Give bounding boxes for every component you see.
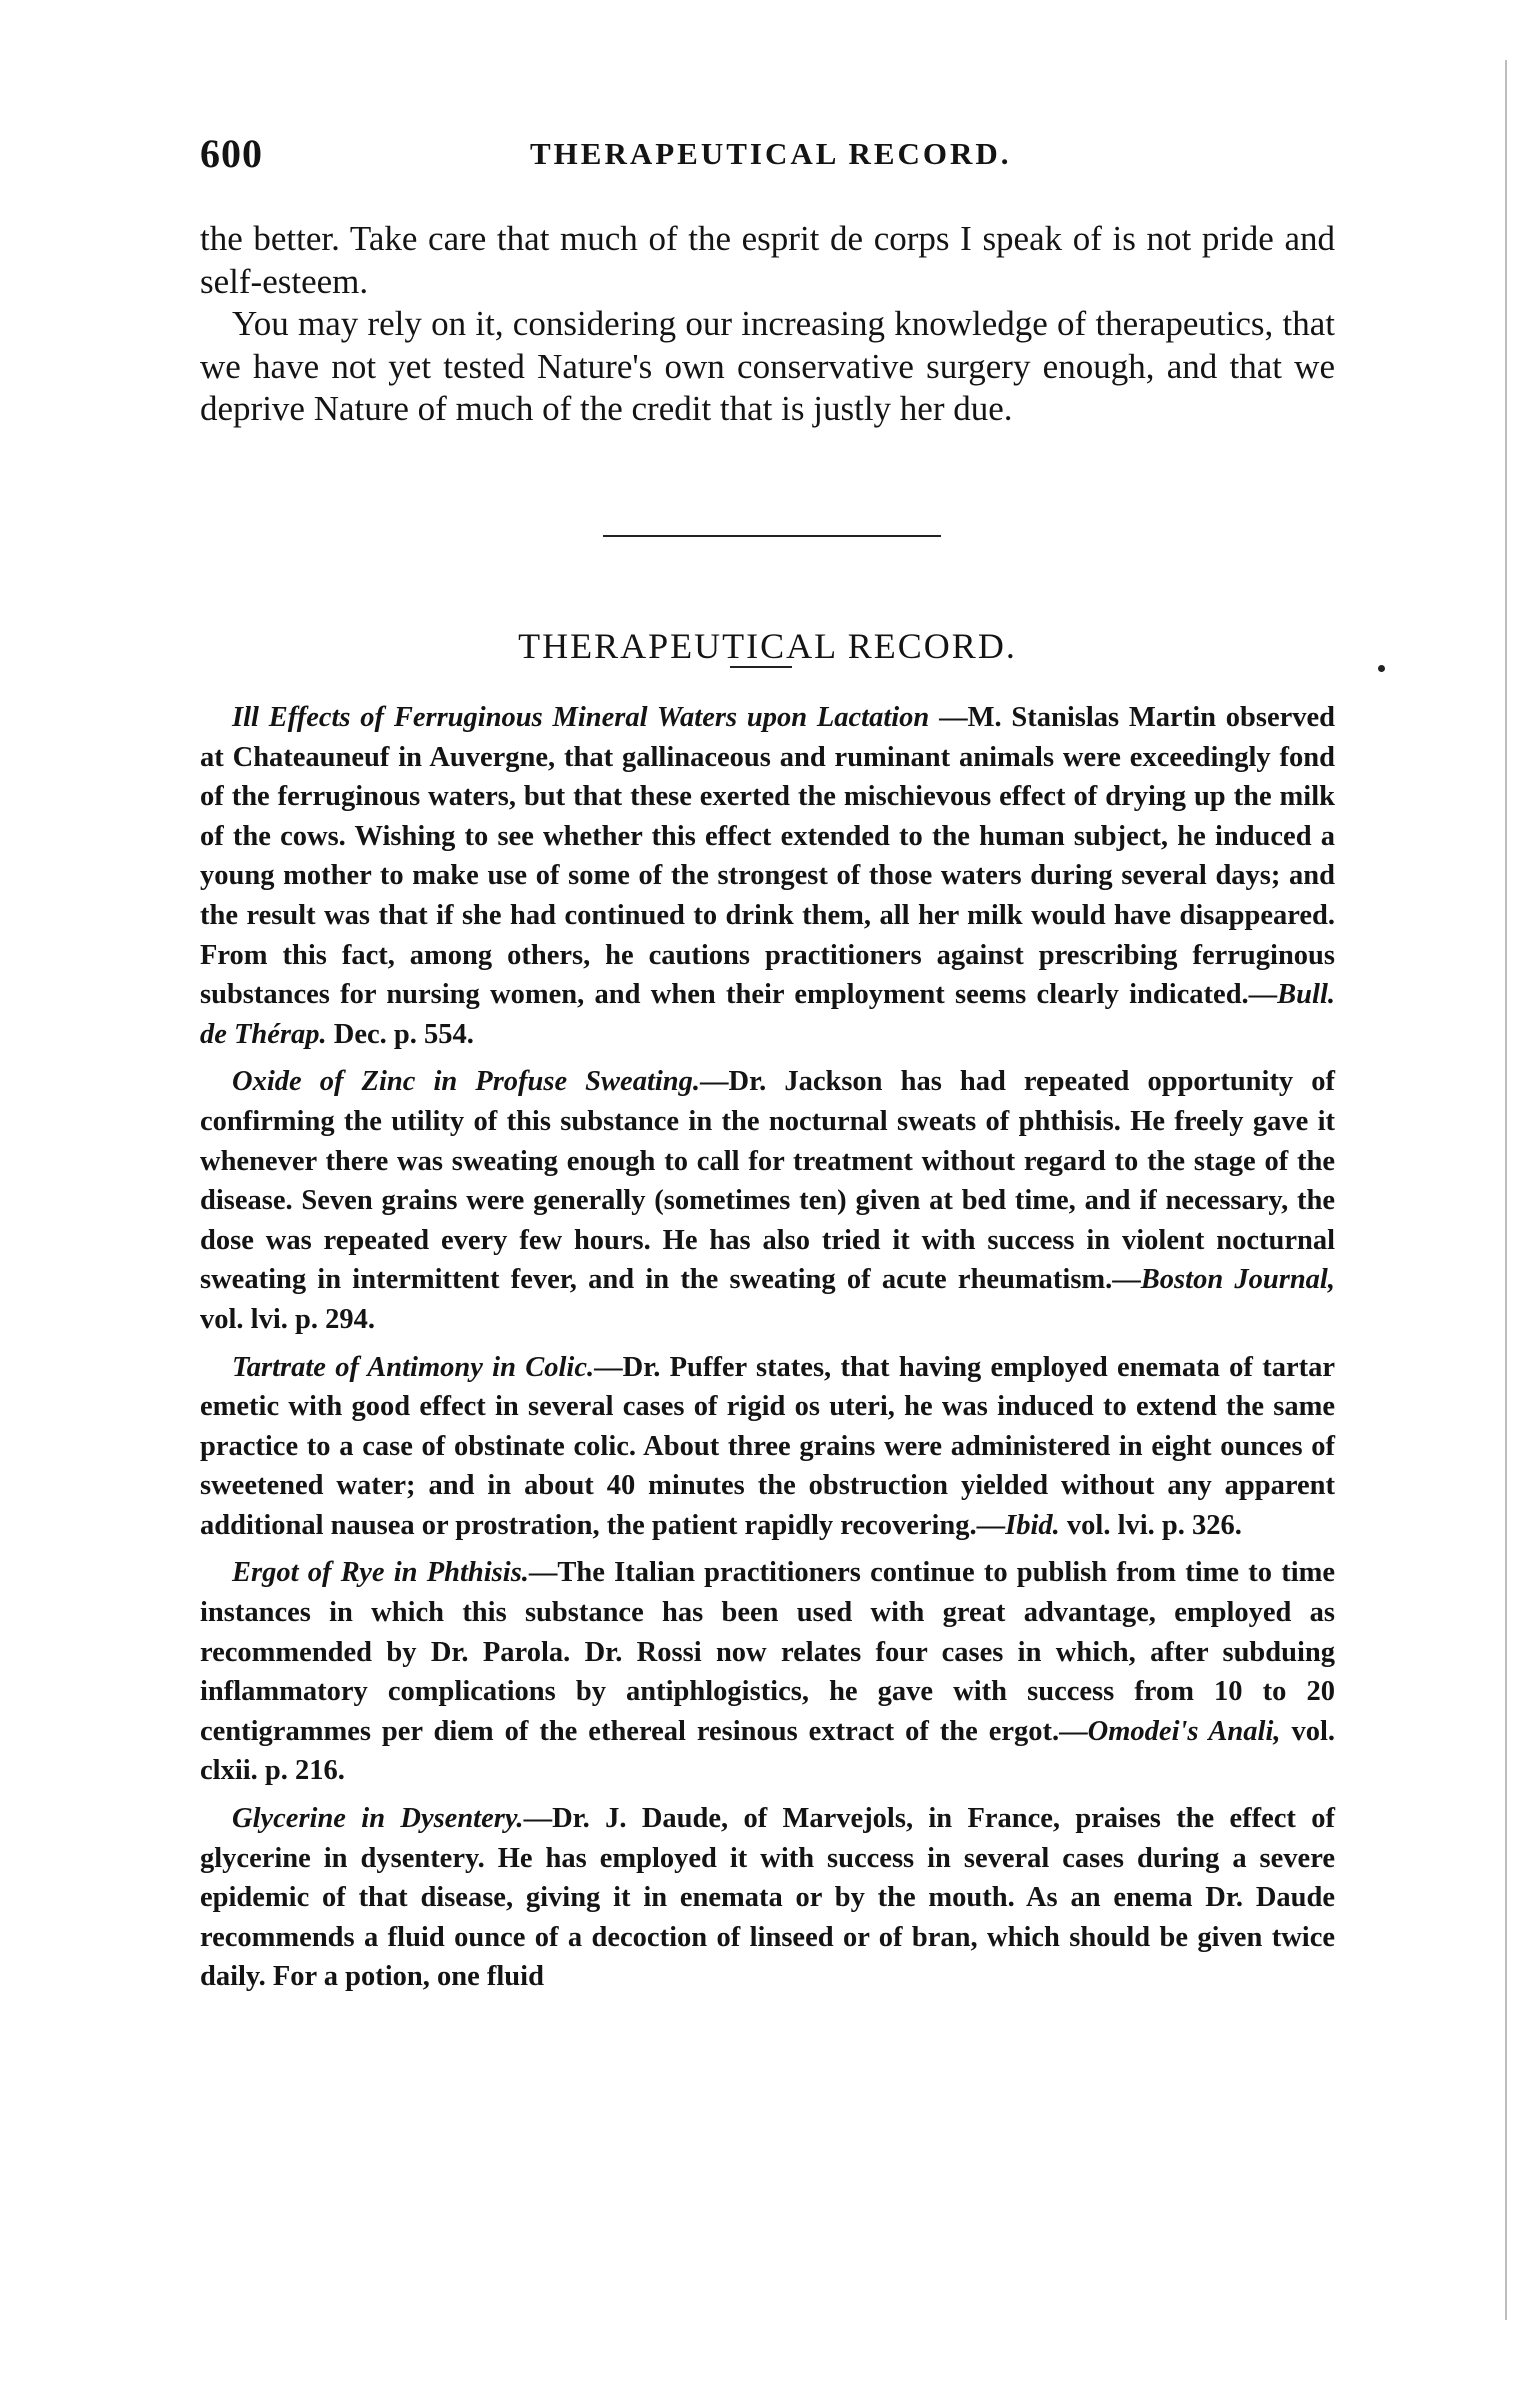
entry-heading: Ill Effects of Ferruginous Mineral Waters upon Lactation bbox=[232, 702, 930, 733]
intro-paragraph-2: You may rely on it, considering our increasing knowledge of therapeutics, that we have not yet tested Nature's own conservative surgery enough, and that we deprive Nature of much of the credit that is justly her due. bbox=[200, 304, 1335, 428]
entry-paragraph bbox=[200, 1062, 1335, 1339]
entry-ref: vol. lvi. p. 294. bbox=[200, 1303, 375, 1335]
entry-text: —Dr. Puffer states, that having employed enemata of tartar emetic with good effect in several cases of rigid os uteri, he was induced to extend the same practice to a case of obstinate colic. About three grains were administered in eight ounces of sweetened water; and in about 40 minutes the obstruction yielded without any apparent additional nausea or prostration, the patient rapidly recovering.— bbox=[200, 1351, 1335, 1541]
entry-paragraph bbox=[200, 1553, 1335, 1791]
section-title: THERAPEUTICAL RECORD. bbox=[518, 625, 1017, 666]
entry-text: —Dr. Jackson has had repeated opportunity of confirming the utility of this substance in the nocturnal sweats of phthisis. He freely gave it whenever there was sweating enough to call for treatment without regard to the stage of the disease. Seven grains were generally (sometimes ten) given at bed time, and if necessary, the dose was repeated every few hours. He has also tried it with success in violent nocturnal sweating in intermittent fever, and in the sweating of acute rheumatism.— bbox=[200, 1066, 1335, 1296]
entry-heading: Glycerine in Dysentery. bbox=[232, 1803, 524, 1835]
page-edge-line bbox=[1505, 60, 1507, 2320]
entry-text: —M. Stanislas Martin observed at Chateauneuf in Auvergne, that gallinaceous and ruminant animals were exceedingly fond of the ferruginous waters, but that these exerted the mischievous effect of drying up the milk of the cows. Wishing to see whether this effect extended to the human subject, he induced a young mother to make use of some of the strongest of those waters during several days; and the result was that if she had continued to drink them, all her milk would have disappeared. From this fact, among others, he cautions practitioners against prescribing ferruginous substances for nursing women, and when their employment seems clearly indicated.— bbox=[200, 702, 1335, 1011]
title-underline bbox=[730, 666, 792, 668]
record-entries bbox=[200, 698, 1335, 2005]
margin-dot bbox=[1378, 665, 1385, 672]
entry-source: Bull. de Thérap. bbox=[200, 979, 1335, 1050]
entry-source: Ibid. bbox=[1005, 1509, 1060, 1541]
entry-ref: vol. clxii. p. 216. bbox=[200, 1715, 1335, 1787]
entry-heading: Tartrate of Antimony in Colic. bbox=[232, 1351, 595, 1383]
running-title: THERAPEUTICAL RECORD. bbox=[530, 136, 1012, 171]
page-number: 600 bbox=[200, 131, 263, 176]
entry-text: —The Italian practitioners continue to publish from time to time instances in which this substance has been used with great advantage, employed as recommended by Dr. Parola. Dr. Rossi now relates four cases in which, after subduing inflammatory complications by antiphlogistics, he gave with success from 10 to 20 centigrammes per diem of the ethereal resinous extract of the ergot.— bbox=[200, 1557, 1335, 1747]
running-head bbox=[200, 130, 1340, 180]
entry-text: —Dr. J. Daude, of Marvejols, in France, praises the effect of glycerine in dysentery. He has employed it with success in several cases during a severe epidemic of that disease, giving it in enemata or by the mouth. As an enema Dr. Daude recommends a fluid ounce of a decoction of linseed or of bran, which should be given twice daily. For a potion, one fluid bbox=[200, 1803, 1335, 1993]
entry-heading: Ergot of Rye in Phthisis. bbox=[232, 1557, 529, 1589]
entry-source: Omodei's Anali, bbox=[1087, 1715, 1281, 1747]
entry-heading: Oxide of Zinc in Profuse Sweating. bbox=[232, 1066, 701, 1098]
entry-ref: vol. lvi. p. 326. bbox=[1059, 1509, 1242, 1541]
section-divider bbox=[603, 535, 941, 537]
intro-paragraph-1: the better. Take care that much of the esprit de corps I speak of is not pride and self-esteem. bbox=[200, 219, 1335, 301]
entry-paragraph bbox=[200, 698, 1335, 1054]
entry-paragraph bbox=[200, 1348, 1335, 1546]
entry-source: Boston Journal, bbox=[1140, 1264, 1335, 1296]
intro-text bbox=[200, 218, 1335, 431]
entry-paragraph bbox=[200, 1799, 1335, 1997]
entry-ref: Dec. p. 554. bbox=[326, 1018, 474, 1050]
